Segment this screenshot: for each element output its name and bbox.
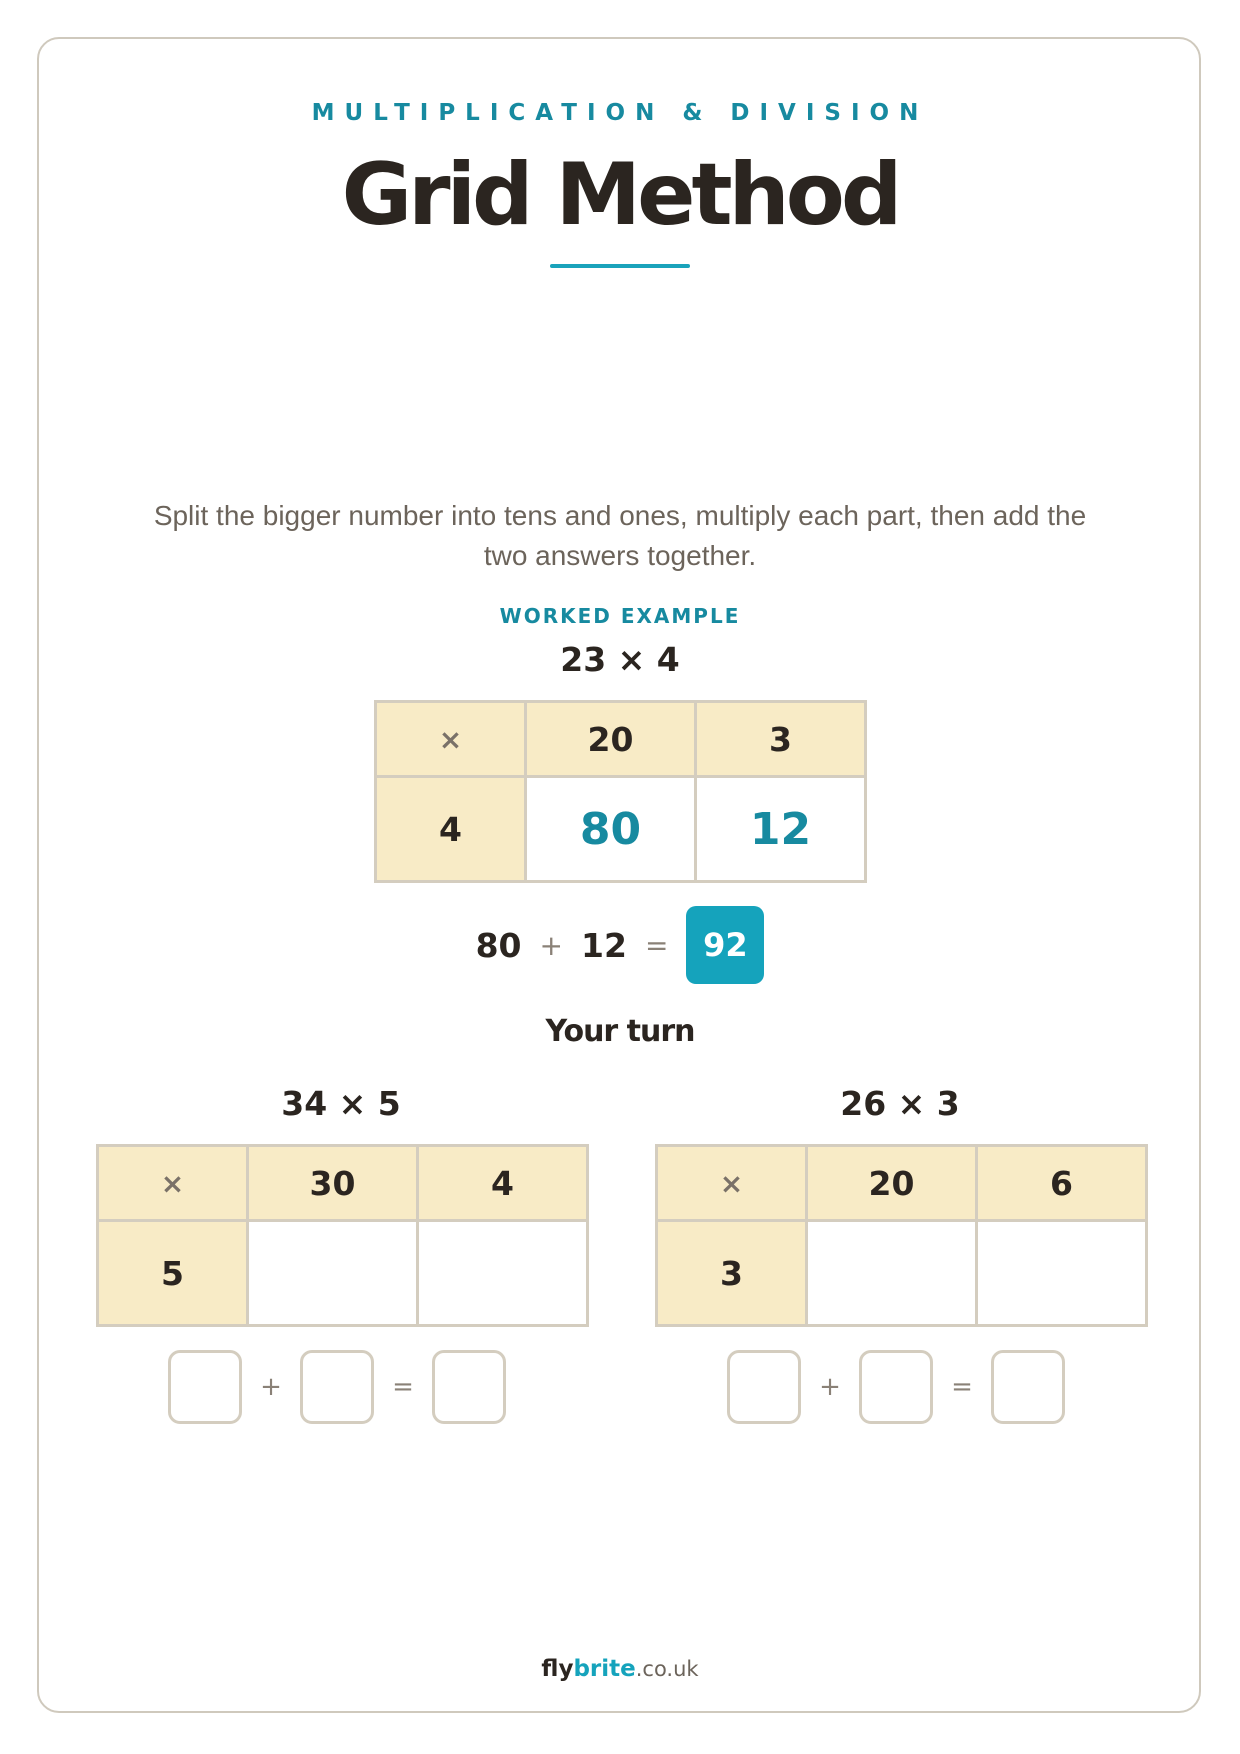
answer-cell-blank[interactable] <box>418 1221 588 1326</box>
subject-kicker: MULTIPLICATION & DIVISION <box>311 100 929 126</box>
footer-brand[interactable] <box>0 1656 1240 1682</box>
title-underline <box>550 264 690 268</box>
grid-product-cell: 80 <box>526 777 696 882</box>
your-turn-heading: Your turn <box>545 1014 695 1049</box>
sum-total-badge: 92 <box>686 906 764 984</box>
sum-total-box[interactable] <box>991 1350 1065 1424</box>
grid-col-header: 20 <box>526 702 696 777</box>
plus-sign: + <box>539 928 563 962</box>
grid-corner-times: × <box>657 1146 807 1221</box>
page-title: Grid Method <box>341 145 899 245</box>
equals-sign: = <box>644 928 669 962</box>
grid-col-header: 4 <box>418 1146 588 1221</box>
answer-cell-blank[interactable] <box>977 1221 1147 1326</box>
sum-total-box[interactable] <box>432 1350 506 1424</box>
worked-example-label: WORKED EXAMPLE <box>499 604 741 628</box>
worked-grid <box>374 700 867 883</box>
grid-col-header: 6 <box>977 1146 1147 1221</box>
answer-cell-blank[interactable] <box>807 1221 977 1326</box>
worked-sum <box>420 905 820 985</box>
practice-grid <box>655 1144 1148 1327</box>
sum-addend: 80 <box>475 925 522 965</box>
brand-domain: .co.uk <box>635 1657 699 1681</box>
practice-grid <box>96 1144 589 1327</box>
sum-answer-box[interactable] <box>168 1350 242 1424</box>
grid-col-header: 3 <box>696 702 866 777</box>
grid-row-header: 3 <box>657 1221 807 1326</box>
practice-sum-row <box>727 1350 1065 1424</box>
grid-row-header: 5 <box>98 1221 248 1326</box>
worked-problem: 23 × 4 <box>560 640 680 679</box>
grid-product-cell: 12 <box>696 777 866 882</box>
answer-cell-blank[interactable] <box>248 1221 418 1326</box>
equals-sign: = <box>392 1372 414 1402</box>
equals-sign: = <box>951 1372 973 1402</box>
grid-corner-times: × <box>376 702 526 777</box>
practice-problem: 34 × 5 <box>281 1084 401 1123</box>
plus-sign: + <box>260 1372 282 1402</box>
grid-row-header: 4 <box>376 777 526 882</box>
brand-brite: brite <box>573 1656 636 1682</box>
grid-col-header: 30 <box>248 1146 418 1221</box>
instructions-text: Split the bigger number into tens and ones, multiply each part, then add the two answers together. <box>153 500 1087 571</box>
grid-col-header: 20 <box>807 1146 977 1221</box>
sum-answer-box[interactable] <box>727 1350 801 1424</box>
plus-sign: + <box>819 1372 841 1402</box>
grid-corner-times: × <box>98 1146 248 1221</box>
practice-problem: 26 × 3 <box>840 1084 960 1123</box>
brand-fly: fly <box>541 1656 574 1682</box>
sum-answer-box[interactable] <box>859 1350 933 1424</box>
practice-sum-row <box>168 1350 506 1424</box>
sum-answer-box[interactable] <box>300 1350 374 1424</box>
sum-addend: 12 <box>581 925 627 965</box>
